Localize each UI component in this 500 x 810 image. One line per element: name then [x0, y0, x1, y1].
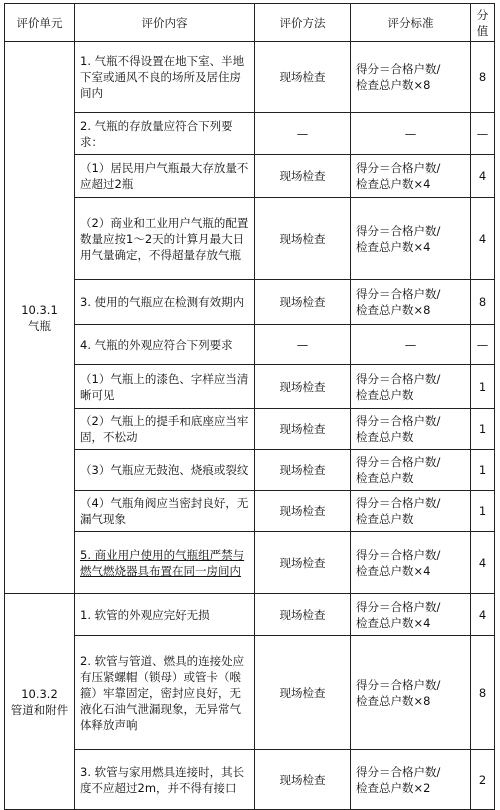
table-row	[5, 198, 495, 280]
method-cell: 现场检查	[255, 491, 351, 532]
unit-cell-cylinder	[5, 42, 75, 594]
standard-cell: 得分＝合格户数/ 检查总户数	[351, 450, 471, 491]
table-row	[5, 365, 495, 409]
evaluation-table	[4, 3, 495, 810]
method-cell: 现场检查	[255, 450, 351, 491]
standard-cell: 得分＝合格户数/ 检查总户数×4	[351, 198, 471, 280]
score-cell: —	[471, 113, 495, 155]
table-row	[5, 491, 495, 532]
table-row	[5, 280, 495, 325]
standard-cell: 得分＝合格户数/ 检查总户数×4	[351, 594, 471, 636]
table-row	[5, 594, 495, 636]
content-cell: 1. 软管的外观应完好无损	[75, 594, 255, 636]
method-cell: 现场检查	[255, 594, 351, 636]
content-cell: （1）气瓶上的漆色、字样应当清晰可见	[75, 365, 255, 409]
header-method: 评价方法	[255, 4, 351, 42]
table-row	[5, 155, 495, 198]
score-cell: 4	[471, 594, 495, 636]
method-cell: 现场检查	[255, 198, 351, 280]
content-cell: （4）气瓶角阀应当密封良好，无漏气现象	[75, 491, 255, 532]
standard-cell: 得分＝合格户数/ 检查总户数×2	[351, 750, 471, 810]
unit-code: 10.3.2	[21, 686, 58, 701]
score-cell: 1	[471, 450, 495, 491]
score-cell: 1	[471, 409, 495, 450]
standard-cell: —	[351, 113, 471, 155]
header-content: 评价内容	[75, 4, 255, 42]
table-row	[5, 42, 495, 113]
table-row	[5, 113, 495, 155]
standard-cell: —	[351, 325, 471, 365]
content-cell: 1. 气瓶不得设置在地下室、半地下室或通风不良的场所及居住房间内	[75, 42, 255, 113]
table-row	[5, 325, 495, 365]
header-score: 分值	[471, 4, 495, 42]
score-cell: 8	[471, 280, 495, 325]
standard-cell: 得分＝合格户数/ 检查总户数	[351, 491, 471, 532]
table-row	[5, 750, 495, 810]
header-row	[5, 4, 495, 42]
method-cell: 现场检查	[255, 365, 351, 409]
score-cell: 4	[471, 198, 495, 280]
content-cell: 3. 软管与家用燃具连接时，其长度不应超过2m，并不得有接口	[75, 750, 255, 810]
method-cell: 现场检查	[255, 532, 351, 594]
unit-name: 气瓶	[28, 318, 51, 333]
score-cell: 1	[471, 365, 495, 409]
unit-cell-pipes	[5, 594, 75, 810]
method-cell: 现场检查	[255, 750, 351, 810]
method-cell: 现场检查	[255, 636, 351, 750]
unit-code: 10.3.1	[21, 302, 58, 317]
method-cell: 现场检查	[255, 42, 351, 113]
content-cell: 3. 使用的气瓶应在检测有效期内	[75, 280, 255, 325]
standard-cell: 得分＝合格户数/ 检查总户数×8	[351, 280, 471, 325]
content-cell: 4. 气瓶的外观应符合下列要求	[75, 325, 255, 365]
standard-cell: 得分＝合格户数/ 检查总户数	[351, 409, 471, 450]
content-cell: 2. 气瓶的存放量应符合下列要求：	[75, 113, 255, 155]
unit-name: 管道和附件	[10, 702, 69, 717]
table-row	[5, 450, 495, 491]
content-cell: （2）气瓶上的提手和底座应当牢固，不松动	[75, 409, 255, 450]
table-row	[5, 409, 495, 450]
content-cell: 5. 商业用户使用的气瓶组严禁与燃气燃烧器具布置在同一房间内	[75, 532, 255, 594]
content-cell: （3）气瓶应无鼓泡、烧痕或裂纹	[75, 450, 255, 491]
score-cell: —	[471, 325, 495, 365]
method-cell: 现场检查	[255, 409, 351, 450]
content-cell: （2）商业和工业用户气瓶的配置数量应按1～2天的计算月最大日用气量确定，不得超量存放气瓶	[75, 198, 255, 280]
table-row	[5, 636, 495, 750]
score-cell: 4	[471, 532, 495, 594]
standard-cell: 得分＝合格户数/ 检查总户数×8	[351, 42, 471, 113]
method-cell: 现场检查	[255, 280, 351, 325]
content-cell: 2. 软管与管道、燃具的连接处应有压紧螺帽（锁母）或管卡（喉箍）牢靠固定，密封应良好，无液化石油气泄漏现象，无异常气体释放声响	[75, 636, 255, 750]
standard-cell: 得分＝合格户数/ 检查总户数×4	[351, 155, 471, 198]
header-standard: 评分标准	[351, 4, 471, 42]
method-cell: 现场检查	[255, 155, 351, 198]
score-cell: 2	[471, 750, 495, 810]
standard-cell: 得分＝合格户数/ 检查总户数×4	[351, 532, 471, 594]
method-cell: —	[255, 325, 351, 365]
score-cell: 4	[471, 155, 495, 198]
score-cell: 8	[471, 636, 495, 750]
header-unit: 评价单元	[5, 4, 75, 42]
standard-cell: 得分＝合格户数/ 检查总户数	[351, 365, 471, 409]
score-cell: 1	[471, 491, 495, 532]
method-cell: —	[255, 113, 351, 155]
standard-cell: 得分＝合格户数/ 检查总户数×8	[351, 636, 471, 750]
content-cell: （1）居民用户气瓶最大存放量不应超过2瓶	[75, 155, 255, 198]
score-cell: 8	[471, 42, 495, 113]
table-row	[5, 532, 495, 594]
